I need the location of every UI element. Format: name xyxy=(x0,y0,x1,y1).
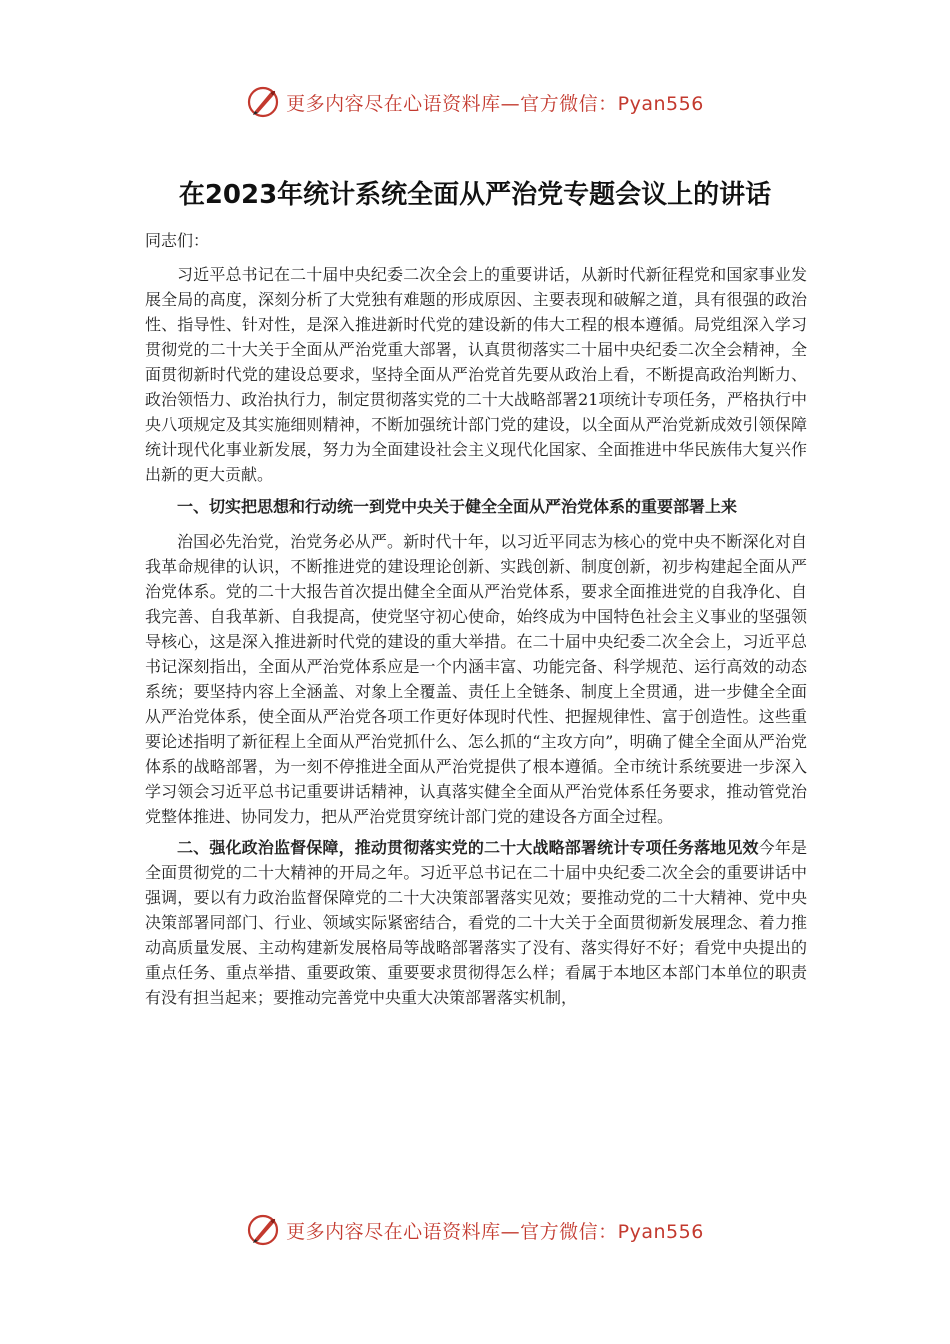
header-banner xyxy=(0,82,950,122)
greeting: 同志们： xyxy=(145,231,210,250)
section-2-heading: 二、强化政治监督保障，推动贯彻落实党的二十大战略部署统计专项任务落地见效 xyxy=(177,838,759,857)
section-1-paragraph: 治国必先治党，治党务必从严。新时代十年，以习近平同志为核心的党中央不断深化对自我革命规律的认识，不断推进党的建设理论创新、实践创新、制度创新，初步构建起全面从严治党体系。党的二十大报告首次提出健全全面从严治党体系，要求全面推进党的自我净化、自我完善、自我革新、自我提高，使党坚守初心使命，始终成为中国特色社会主义事业的坚强领导核心，这是深入推进新时代党的建设的重大举措。在二十届中央纪委二次全会上，习近平总书记深刻指出，全面从严治党体系应是一个内涵丰富、功能完备、科学规范、运行高效的动态系统；要坚持内容上全涵盖、对象上全覆盖、责任上全链条、制度上全贯通，进一步健全全面从严治党体系，使全面从严治党各项工作更好体现时代性、把握规律性、富于创造性。这些重要论述指明了新征程上全面从严治党抓什么、怎么抓的“主攻方向”，明确了健全全面从严治党体系的战略部署，为一刻不停推进全面从严治党提供了根本遵循。全市统计系统要进一步深入学习领会习近平总书记重要讲话精神，认真落实健全全面从严治党体系任务要求，推动管党治党整体推进、协同发力，把从严治党贯穿统计部门党的建设各方面全过程。 xyxy=(145,532,807,826)
intro-paragraph: 习近平总书记在二十届中央纪委二次全会上的重要讲话，从新时代新征程党和国家事业发展全局的高度，深刻分析了大党独有难题的形成原因、主要表现和破解之道，具有很强的政治性、指导性、针对性，是深入推进新时代党的建设新的伟大工程的根本遵循。局党组深入学习贯彻党的二十大关于全面从严治党重大部署，认真贯彻落实二十届中央纪委二次全会精神，全面贯彻新时代党的建设总要求，坚持全面从严治党首先要从政治上看，不断提高政治判断力、政治领悟力、政治执行力，制定贯彻落实党的二十大战略部署21项统计专项任务，严格执行中央八项规定及其实施细则精神，不断加强统计部门党的建设，以全面从严治党新成效引领保障统计现代化事业新发展，努力为全面建设社会主义现代化国家、全面推进中华民族伟大复兴作出新的更大贡献。 xyxy=(145,265,807,484)
section-2-paragraph xyxy=(145,835,807,1010)
document-title: 在2023年统计系统全面从严治党专题会议上的讲话 xyxy=(178,180,772,210)
section-2-body: 今年是全面贯彻党的二十大精神的开局之年。习近平总书记在二十届中央纪委二次全会的重要讲话中强调，要以有力政治监督保障党的二十大决策部署落实见效；要推动党的二十大精神、党中央决策部署同部门、行业、领域实际紧密结合，看党的二十大关于全面贯彻新发展理念、着力推动高质量发展、主动构建新发展格局等战略部署落实了没有、落实得好不好；看党中央提出的重点任务、重点举措、重要政策、重要要求贯彻得怎么样；看属于本地区本部门本单位的职责有没有担当起来；要推动完善党中央重大决策部署落实机制， xyxy=(145,838,807,1007)
pen-quill-logo-icon xyxy=(246,1213,280,1247)
document-body xyxy=(145,228,807,1010)
banner-text: 更多内容尽在心语资料库—官方微信：Pyan556 xyxy=(286,92,704,115)
section-1-heading: 一、切实把思想和行动统一到党中央关于健全全面从严治党体系的重要部署上来 xyxy=(177,497,738,516)
footer-banner xyxy=(0,1210,950,1250)
banner-text: 更多内容尽在心语资料库—官方微信：Pyan556 xyxy=(286,1220,704,1243)
pen-quill-logo-icon xyxy=(246,85,280,119)
